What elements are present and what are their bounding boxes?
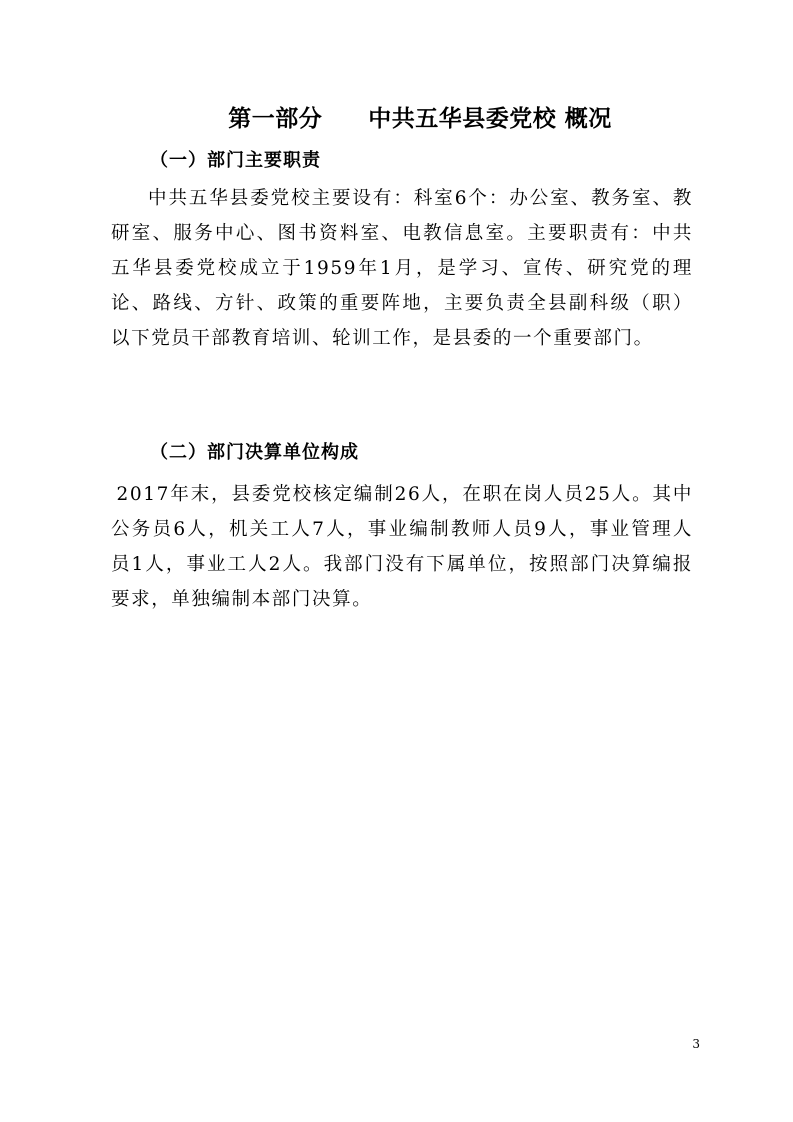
section-body-duties: 中共五华县委党校主要设有：科室6个：办公室、教务室、教研室、服务中心、图书资料室、电教信息室。主要职责有：中共五华县委党校成立于1959年1月，是学习、宣传、研究党的理论、路线、方针、政策的重要阵地，主要负责全县副科级（职）以下党员干部教育培训、轮训工作，是县委的一个重要部门。 bbox=[111, 188, 693, 349]
section-body-composition: 2017年末，县委党校核定编制26人，在职在岗人员25人。其中公务员6人，机关工人7人，事业编制教师人员9人，事业管理人员1人，事业工人2人。我部门没有下属单位，按照部门决算编报要求，单独编制本部门决算。 bbox=[111, 484, 693, 610]
section-heading-composition: （二）部门决算单位构成 bbox=[150, 442, 359, 463]
page-title bbox=[110, 100, 730, 133]
title-part: 第一部分 bbox=[228, 106, 323, 132]
page-number: 3 bbox=[692, 1037, 700, 1051]
title-name: 中共五华县委党校 概况 bbox=[368, 106, 612, 132]
section-heading-duties: （一）部门主要职责 bbox=[150, 150, 321, 171]
